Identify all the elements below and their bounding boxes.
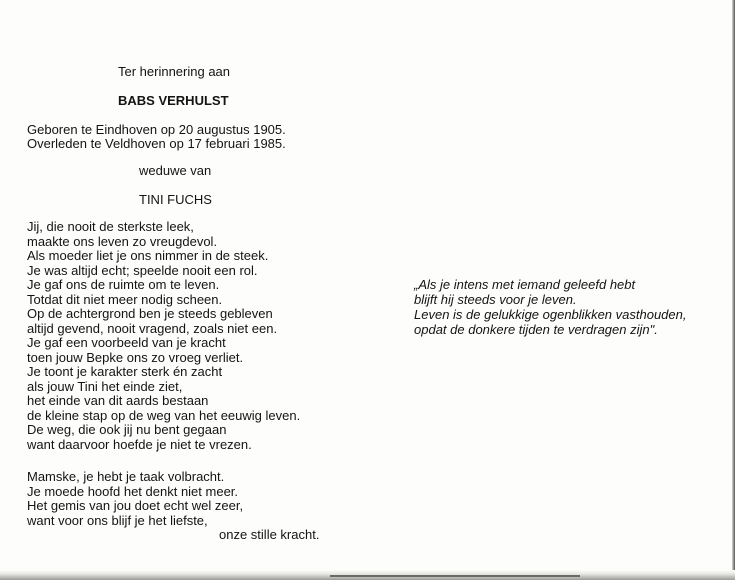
poem-line: de kleine stap op de weg van het eeuwig leven.: [27, 407, 301, 423]
death-line: Overleden te Veldhoven op 17 februari 1985.: [27, 136, 286, 151]
poem-line: toen jouw Bepke ons zo vroeg verliet.: [27, 349, 244, 365]
poem-line: Je moede hoofd het denkt niet meer.: [27, 483, 239, 499]
poem-line: Op de achtergrond ben je steeds gebleven: [27, 306, 273, 321]
poem-line: want daarvoor hoefde je niet te vrezen.: [27, 436, 252, 452]
quote-line: opdat de donkere tijden te verdragen zijn".: [414, 322, 658, 337]
poem-line: Je gaf een voorbeeld van je kracht: [27, 335, 226, 350]
quote-line: „Als je intens met iemand geleefd hebt: [414, 277, 636, 292]
poem-line: Je was altijd echt; speelde nooit een rol.: [27, 262, 258, 278]
poem-line: Totdat dit niet meer nodig scheen.: [27, 291, 223, 307]
poem-closing-line: onze stille kracht.: [219, 527, 320, 542]
stanza-gap: [27, 452, 319, 470]
poem-line: Jij, die nooit de sterkste leek,: [27, 219, 194, 234]
poem-line: want voor ons blijf je het liefste,: [27, 512, 208, 528]
widow-of-text: weduwe van: [139, 163, 212, 178]
quote-line: Leven is de gelukkige ogenblikken vasthouden,: [414, 307, 687, 322]
poem-line: De weg, die ook jij nu bent gegaan: [27, 422, 227, 437]
poem-line: Mamske, je hebt je taak volbracht.: [27, 469, 225, 484]
poem-line: altijd gevend, nooit vragend, zoals niet een.: [27, 320, 278, 336]
poem-line: maakte ons leven zo vreugdevol.: [27, 233, 218, 249]
poem: [27, 220, 319, 543]
poem-line: Als moeder liet je ons nimmer in de steek.: [27, 248, 269, 263]
poem-line: als jouw Tini het einde ziet,: [27, 378, 183, 394]
poem-line: Je gaf ons de ruimte om te leven.: [27, 277, 220, 292]
spouse-name: TINI FUCHS: [139, 192, 212, 207]
intro-text: Ter herinnering aan: [118, 64, 231, 79]
poem-line: het einde van dit aards bestaan: [27, 393, 209, 408]
birth-line: Geboren te Eindhoven op 20 augustus 1905.: [27, 122, 286, 137]
card-edge-bottom: [0, 570, 735, 580]
quote-line: blijft hij steeds voor je leven.: [414, 292, 577, 307]
deceased-name: BABS VERHULST: [118, 93, 229, 108]
poem-line: Het gemis van jou doet echt wel zeer,: [27, 498, 244, 513]
quote: [414, 277, 686, 337]
poem-line: Je toont je karakter sterk én zacht: [27, 364, 223, 379]
